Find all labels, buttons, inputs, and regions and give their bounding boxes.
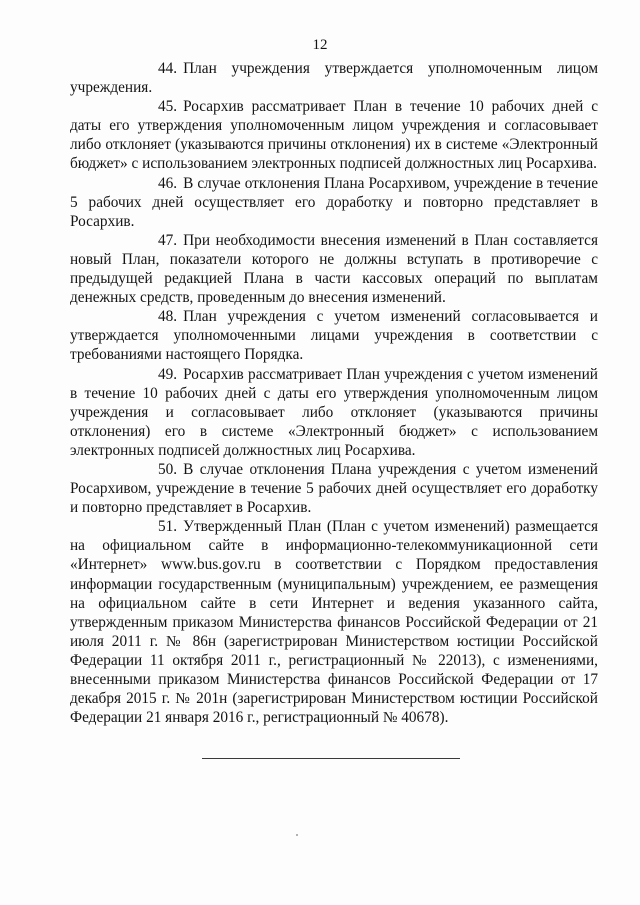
paragraph-text: При необходимости внесения изменений в План составляется новый План, показатели которого не должны вступать в противоречие с предыдущей редакцией Плана в части кассовых операций по выплатам денежных средств, проведенным до внесения изменений. — [70, 231, 598, 307]
paragraph-49 — [70, 365, 598, 460]
paragraph-text: План учреждения с учетом изменений согласовывается и утверждается уполномоченными лицами учреждения в соответствии с требованиями настоящего Порядка. — [70, 308, 598, 364]
paragraph-number: 49. — [158, 365, 178, 383]
paragraph-50 — [70, 460, 598, 517]
paragraph-46 — [70, 174, 598, 231]
scan-speck — [296, 834, 298, 836]
paragraph-48 — [70, 307, 598, 364]
paragraph-text: Утвержденный План (План с учетом изменений) размещается на официальном сайте в информационно-телекоммуникационной сети «Интернет» www.bus.gov.ru в соответствии с Порядком предоставления информации государственным (муниципальным) учреждением, ее размещения на официальном сайте в сети Интернет и ведения указанного сайта, утвержденным приказом Министерства финансов Российской Федерации от 21 июля 2011 г. № 86н (зарегистрирован Министерством юстиции Российской Федерации 11 октября 2011 г., регистрационный № 22013), с изменениями, внесенными приказом Министерства финансов Российской Федерации от 17 декабря 2015 г. № 201н (зарегистрирован Министерством юстиции Российской Федерации 21 января 2016 г., регистрационный № 40678). — [70, 518, 598, 727]
paragraph-47 — [70, 231, 598, 307]
page-number: 12 — [312, 37, 328, 53]
paragraph-number: 45. — [158, 98, 178, 116]
paragraph-45 — [70, 97, 598, 173]
paragraph-44 — [70, 59, 598, 97]
document-body — [70, 59, 598, 727]
paragraph-number: 44. — [158, 60, 178, 77]
paragraph-text: В случае отклонения Плана Росархивом, учреждение в течение 5 рабочих дней осуществляет его доработку и повторно представляет в Росархив. — [70, 174, 598, 230]
end-divider-line — [202, 758, 460, 759]
paragraph-number: 47. — [158, 231, 178, 249]
paragraph-text: В случае отклонения Плана учреждения с учетом изменений Росархивом, учреждение в течение 5 рабочих дней осуществляет его доработку и повторно представляет в Росархив. — [70, 460, 598, 517]
paragraph-number: 46. — [158, 174, 178, 192]
paragraph-number: 51. — [158, 518, 178, 536]
paragraph-text: Росархив рассматривает План учреждения с учетом изменений в течение 10 рабочих дней с даты его утверждения уполномоченным лицом учреждения и согласовывает либо отклоняет (указываются причины отклонения) его в системе «Электронный бюджет» с использованием электронных подписей должностных лиц Росархива. — [70, 365, 598, 459]
paragraph-number: 50. — [158, 460, 178, 478]
paragraph-text: Росархив рассматривает План в течение 10 рабочих дней с даты его утверждения уполномоченным лицом учреждения и согласовывает либо отклоняет (указываются причины отклонения) их в системе «Электронный бюджет» с использованием электронных подписей должностных лиц Росархива. — [70, 98, 598, 173]
paragraph-text: План учреждения утверждается уполномоченным лицом учреждения. — [70, 60, 598, 97]
paragraph-number: 48. — [158, 308, 178, 326]
paragraph-51 — [70, 517, 598, 727]
